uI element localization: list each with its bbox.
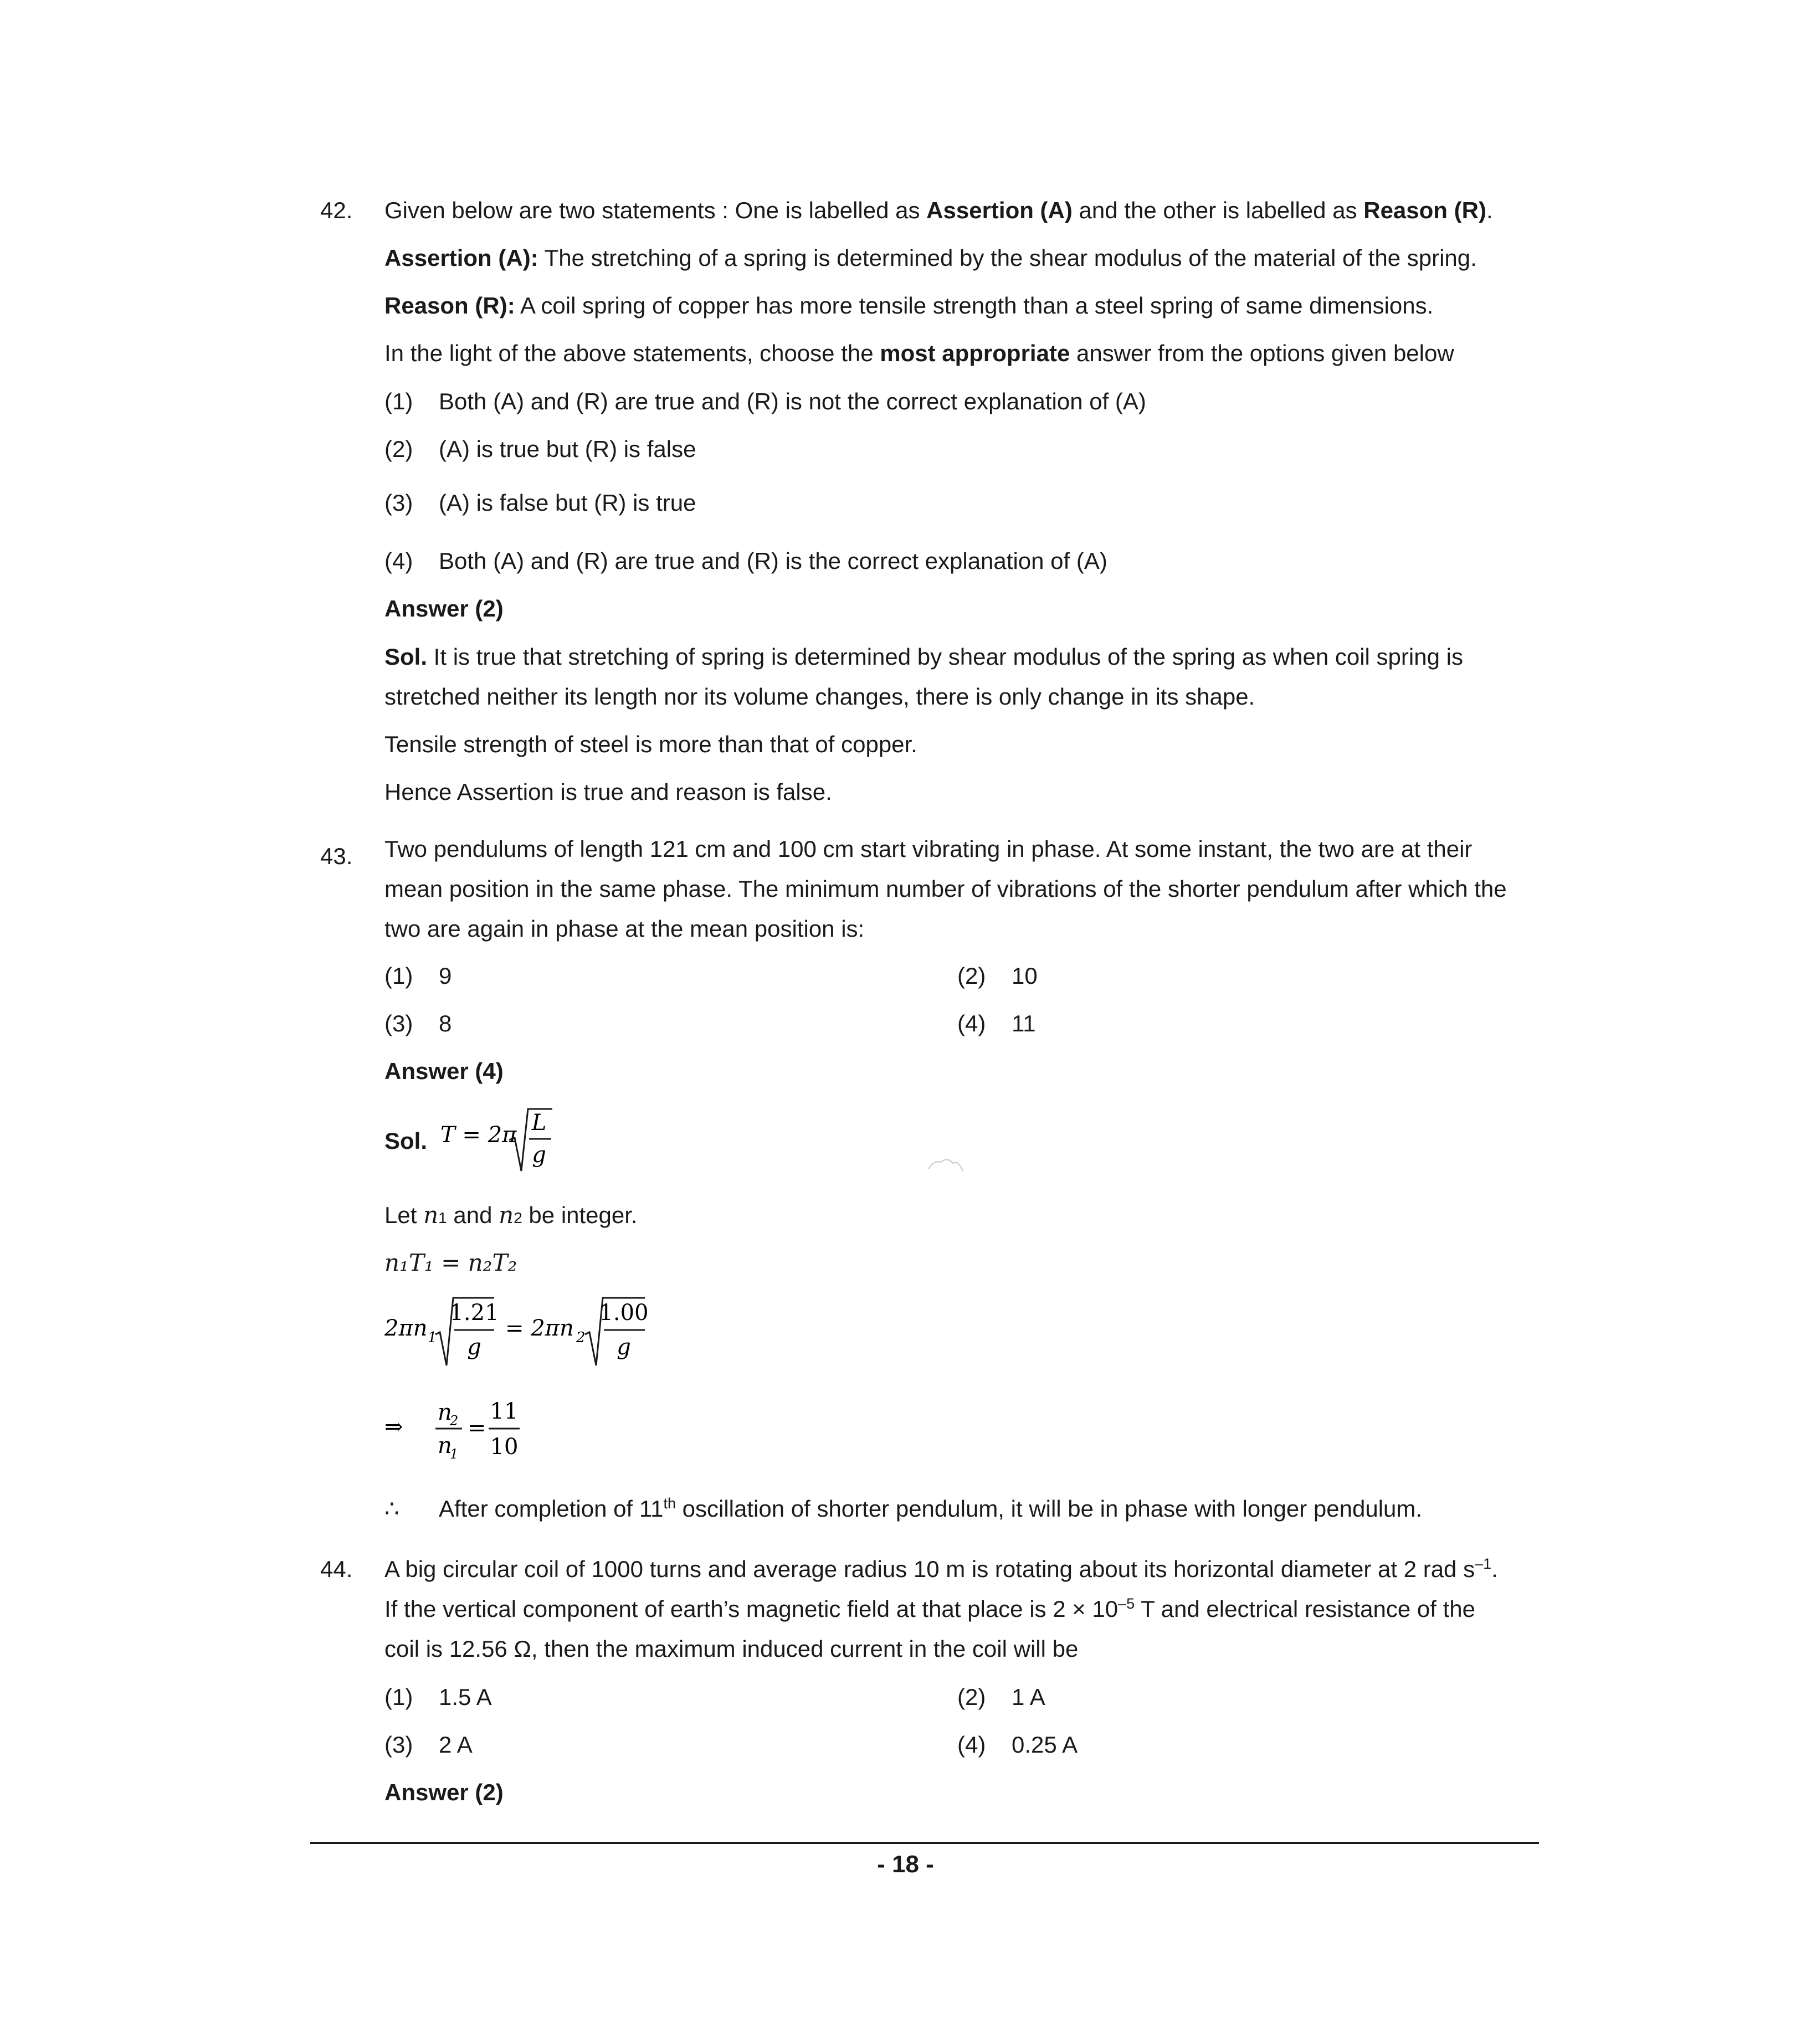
scan-smudge-icon: [926, 1152, 965, 1174]
q42-solution-line-4: Hence Assertion is true and reason is false.: [384, 779, 832, 805]
q43-option-4-text: 11: [1012, 1010, 1036, 1036]
q44-line-1: A big circular coil of 1000 turns and average radius 10 m is rotating about its horizontal diameter at 2 rad $s^{-1}$.: [384, 1555, 1498, 1582]
q44-option-4-number: (4): [957, 1732, 986, 1758]
q43-number: 43.: [320, 843, 353, 869]
formula-denominator: g: [532, 1142, 546, 1168]
q44-option-3-text: 2 A: [439, 1732, 473, 1758]
q44-line-2: If the vertical component of earth’s magnetic field at that place is $2 \times 10^{-5}$ T and electrical resistance of the: [384, 1595, 1475, 1622]
q43-option-4-number: (4): [957, 1010, 986, 1036]
q42-answer: Answer (2): [384, 595, 504, 622]
eq2-subscript-1: 1: [428, 1329, 437, 1346]
q42-solution-line-1: Sol. It is true that stretching of spring is determined by shear modulus of the spring as when coil spring is: [384, 644, 1463, 670]
q42-instruction: In the light of the above statements, choose the most appropriate answer from the options given below: [384, 340, 1454, 366]
q42-option-3-number: (3): [384, 490, 413, 516]
q44-option-2-text: 1 A: [1012, 1684, 1045, 1710]
ratio-numerator: n: [438, 1400, 452, 1425]
q44-line-3: coil is 12.56 Ω, then the maximum induced current in the coil will be: [384, 1636, 1079, 1662]
q43-option-2-number: (2): [957, 963, 986, 989]
formula-t-equals: T = 2π: [440, 1122, 517, 1148]
footer-divider: [310, 1842, 1539, 1844]
formula-numerator: L: [531, 1110, 547, 1136]
therefore-icon: ∴: [384, 1496, 399, 1522]
ratio-value-numerator: 11: [490, 1399, 519, 1424]
q42-assertion: Assertion (A): The stretching of a spring is determined by the shear modulus of the material of the spring.: [384, 245, 1477, 271]
q43-option-3-number: (3): [384, 1010, 413, 1036]
q42-option-1-text: Both (A) and (R) are true and (R) is not the correct explanation of (A): [439, 388, 1146, 414]
ratio-value-denominator: 10: [490, 1434, 519, 1460]
q42-option-3-text: (A) is false but (R) is true: [439, 490, 696, 516]
q44-answer: Answer (2): [384, 1779, 504, 1805]
eq2-denominator-1: g: [467, 1334, 481, 1360]
ratio-denominator-subscript: 1: [450, 1446, 459, 1462]
eq2-numerator-1: 1.21: [449, 1300, 499, 1326]
q43-equation-1: n₁T₁ = n₂T₂: [384, 1249, 517, 1276]
q42-option-4-text: Both (A) and (R) are true and (R) is the correct explanation of (A): [439, 548, 1107, 574]
q42-option-2-text: (A) is true but (R) is false: [439, 436, 696, 462]
q42-option-1-number: (1): [384, 388, 413, 414]
q42-intro: Given below are two statements : One is labelled as Assertion (A) and the other is labelled as Reason (R).: [384, 197, 1493, 223]
q43-option-1-text: 9: [439, 963, 452, 989]
eq2-numerator-2: 1.00: [599, 1300, 649, 1326]
q43-equation-2: [384, 1288, 661, 1377]
q43-solution-label: Sol.: [384, 1128, 428, 1154]
eq2-left-term: 2πn: [384, 1316, 428, 1341]
q42-number: 42.: [320, 197, 353, 223]
page-number: - 18 -: [877, 1851, 934, 1878]
q44-option-1-text: 1.5 A: [439, 1684, 492, 1710]
q42-option-4-number: (4): [384, 548, 413, 574]
q42-solution-line-3: Tensile strength of steel is more than that of copper.: [384, 731, 917, 757]
q43-conclusion: After completion of 11th oscillation of shorter pendulum, it will be in phase with longer pendulum.: [439, 1495, 1423, 1522]
q43-let-statement: Let n1 and n2 be integer.: [384, 1201, 638, 1229]
q43-answer: Answer (4): [384, 1058, 504, 1084]
q43-ratio-equation: [384, 1388, 540, 1471]
q43-line-2: mean position in the same phase. The minimum number of vibrations of the shorter pendulum after which the: [384, 876, 1507, 902]
eq2-denominator-2: g: [617, 1334, 631, 1360]
q44-option-1-number: (1): [384, 1684, 413, 1710]
ratio-equals: =: [468, 1415, 486, 1441]
q44-option-3-number: (3): [384, 1732, 413, 1758]
ratio-numerator-subscript: 2: [450, 1413, 459, 1429]
q43-option-2-text: 10: [1012, 963, 1038, 989]
q44-option-4-text: 0.25 A: [1012, 1732, 1078, 1758]
implies-arrow-icon: ⇒: [384, 1414, 403, 1440]
eq2-subscript-2: 2: [576, 1329, 586, 1346]
q42-reason: Reason (R): A coil spring of copper has more tensile strength than a steel spring of same dimensions.: [384, 292, 1434, 319]
ratio-denominator: n: [438, 1433, 452, 1458]
q43-line-1: Two pendulums of length 121 cm and 100 cm start vibrating in phase. At some instant, the two are at their: [384, 836, 1473, 862]
q43-option-3-text: 8: [439, 1010, 452, 1036]
q43-line-3: two are again in phase at the mean position is:: [384, 916, 865, 942]
q43-option-1-number: (1): [384, 963, 413, 989]
q42-option-2-number: (2): [384, 436, 413, 462]
q43-period-formula: [440, 1102, 568, 1180]
q42-solution-line-2: stretched neither its length nor its volume changes, there is only change in its shape.: [384, 684, 1255, 710]
q44-number: 44.: [320, 1556, 353, 1582]
eq2-middle-term: = 2πn: [505, 1316, 574, 1341]
q44-option-2-number: (2): [957, 1684, 986, 1710]
